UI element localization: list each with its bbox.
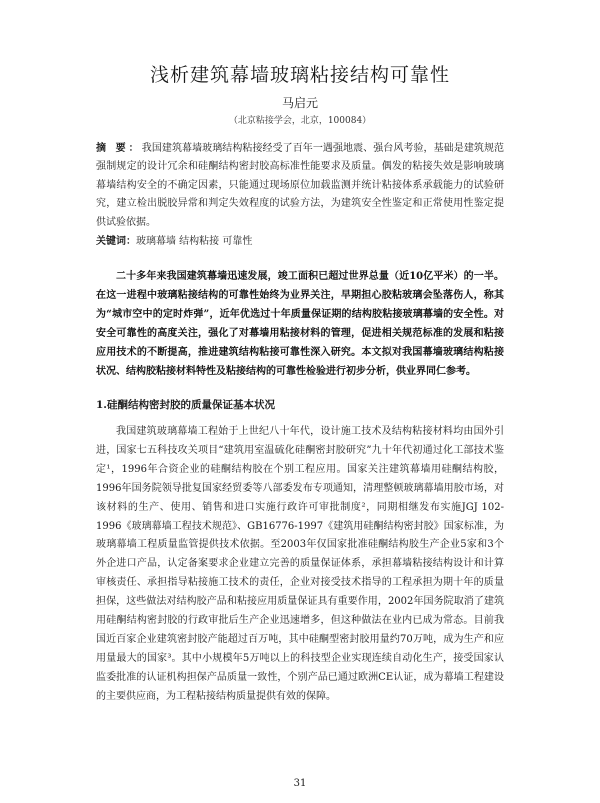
abstract-text: 我国建筑幕墙玻璃结构粘接经受了百年一遇强地震、强台风考验，基础是建筑规范强制规定的设计冗余和硅酮结构密封胶高标准性能要求及质量。偶发的粘接失效是影响玻璃幕墙结构安全的不确定因素，只能通过现场原位加载监测并统计粘接体系承载能力的试验研究，建立检出脱胶异常和判定失效程度的试验方法，为建筑安全性鉴定和正常使用性鉴定提供试验依据。 — [96, 143, 505, 228]
abstract-label: 摘 要： — [96, 143, 142, 154]
keywords-text: 玻璃幕墙 结构粘接 可靠性 — [136, 236, 253, 247]
keywords-label: 关键词： — [96, 236, 136, 247]
paper-title: 浅析建筑幕墙玻璃粘接结构可靠性 — [149, 64, 450, 86]
section-heading: 1.硅酮结构密封胶的质量保证基本状况 — [96, 399, 275, 411]
author-affiliation: （北京粘接学会，北京，100084） — [228, 116, 372, 126]
abstract-block — [96, 140, 504, 232]
section-body: 我国建筑玻璃幕墙工程始于上世纪八十年代，设计施工技术及结构粘接材料均由国外引进，国家七五科技攻关项目“建筑用室温硫化硅酮密封胶研究”九十年代初通过化工部技术鉴定¹，1996年合资企业的硅酮结构胶在个别工程应用。国家关注建筑幕墙用硅酮结构胶，1996年国务院领导批复国家经贸委等八部委发布专项通知，清理整顿玻璃幕墙用胶市场，对该材料的生产、使用、销售和进口实施行政许可审批制度²，同期相继发布实施JGJ 102-1996《玻璃幕墙工程技术规范》、GB16776-1997《建筑用硅酮结构密封胶》国家标准，为玻璃幕墙工程质量监管提供技术依据。至2003年仅国家批准硅酮结构胶生产企业5家和3个外企进口产品，认定备案要求企业建立完善的质量保证体系，承担幕墙粘接结构设计和计算审核责任、承担指导粘接施工技术的责任，企业对接受技术指导的工程承担为期十年的质量担保，这些做法对结构胶产品和粘接应用质量保证具有重要作用，2002年国务院取消了建筑用硅酮结构密封胶的行政审批后生产企业迅速增多，但这种做法在业内已成为常态。目前我国近百家企业建筑密封胶产能超过百万吨，其中硅酮型密封胶用量约70万吨，成为生产和应用量最大的国家³。其中小规模年5万吨以上的科技型企业实现连续自动化生产，接受国家认监委批准的认证机构担保产品质量一致性，个别产品已通过欧洲CE认证，成为幕墙工程建设的主要供应商，为工程粘接结构质量提供有效的保障。 — [96, 426, 504, 702]
keywords-block — [96, 234, 504, 250]
page-number: 31 — [293, 778, 307, 789]
author-name: 马启元 — [281, 96, 318, 110]
intro-paragraph: 二十多年来我国建筑幕墙迅速发展，竣工面积已超过世界总量（近10亿平米）的一半。在这一进程中玻璃粘接结构的可靠性始终为业界关注，早期担心胶粘玻璃会坠落伤人，称其为“城市空中的定时炸弹”，近年优选过十年质量保证期的结构胶粘接玻璃幕墙的安全性。对安全可靠性的高度关注，强化了对幕墙用粘接材料的管理，促进相关规范标准的发展和粘接应用技术的不断提高，推进建筑结构粘接可靠性深入研究。本文拟对我国幕墙玻璃结构粘接状况、结构胶粘接材料特性及粘接结构的可靠性检验进行初步分析，供业界同仁参考。 — [96, 271, 504, 377]
